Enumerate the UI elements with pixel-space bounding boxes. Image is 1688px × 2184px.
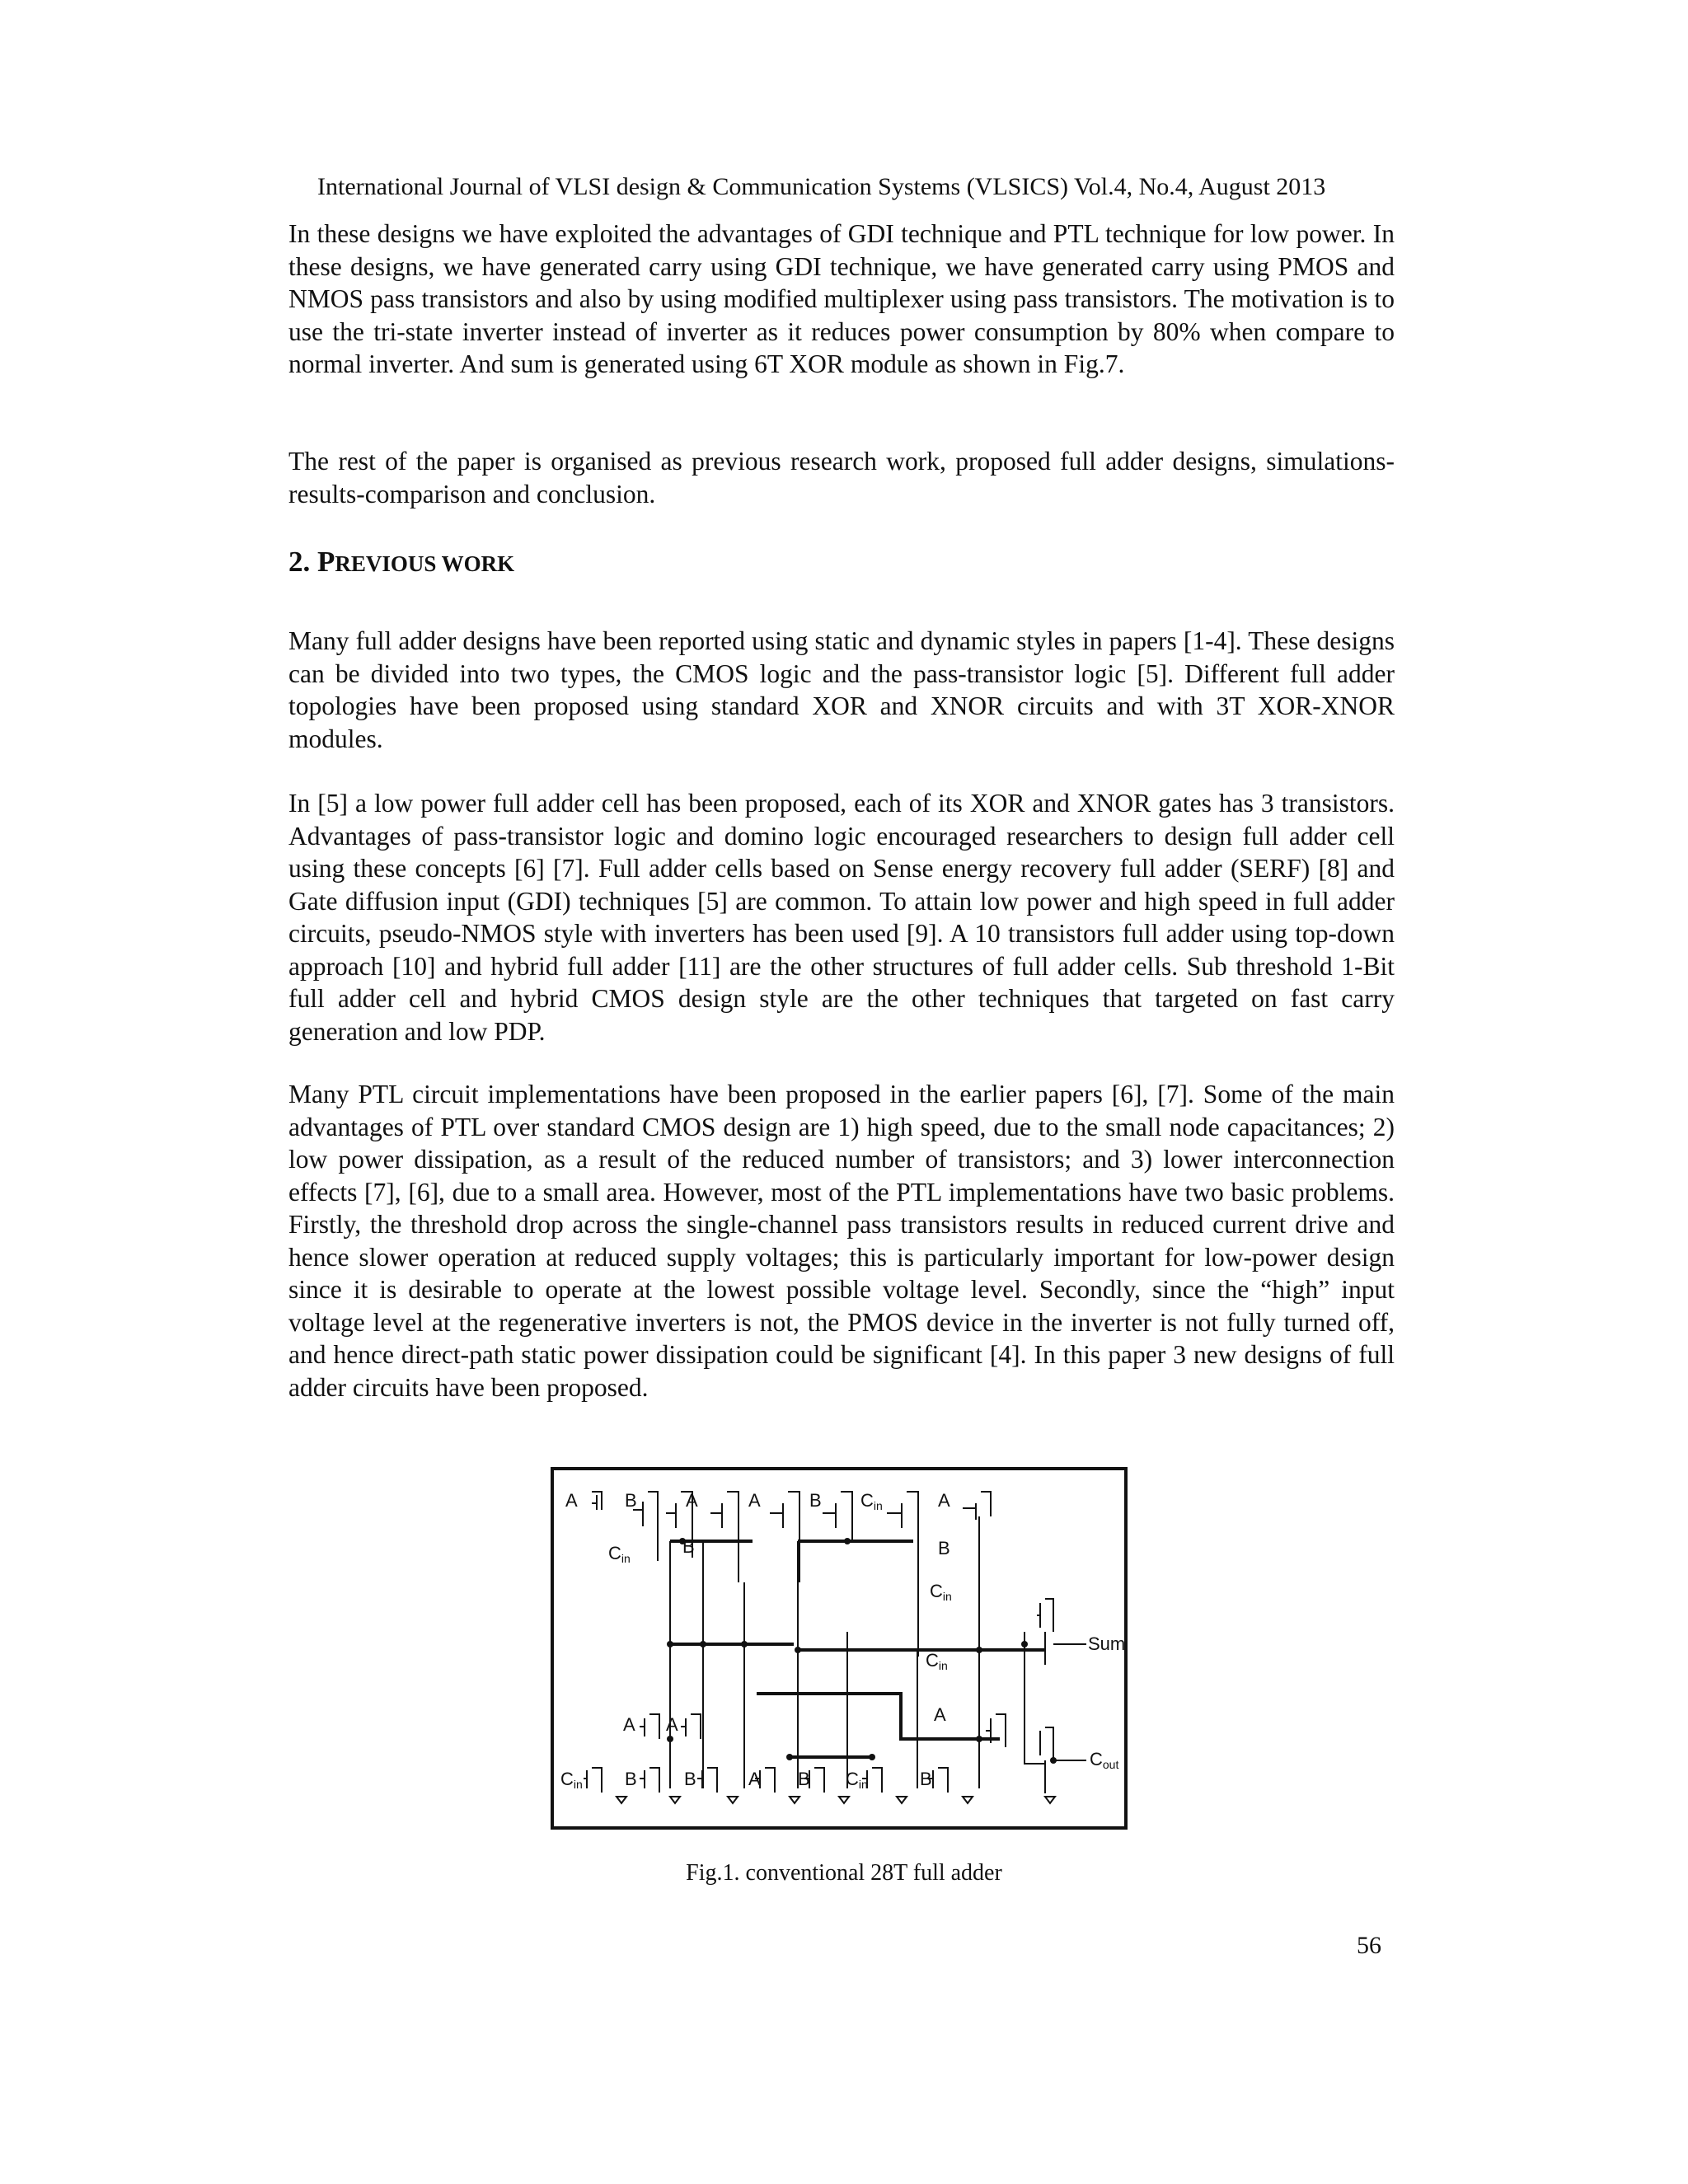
label-b-8: B (920, 1769, 932, 1789)
label-b-4: B (938, 1538, 950, 1558)
section-first-letter: P (317, 546, 335, 578)
label-cin-1: Cin (860, 1490, 883, 1512)
label-a-5: A (934, 1704, 946, 1725)
label-a-6: A (623, 1714, 635, 1735)
label-a-2: A (686, 1490, 698, 1511)
label-b-2: B (809, 1490, 822, 1511)
circuit-wires (584, 1492, 1086, 1803)
circuit-schematic (551, 1467, 1128, 1830)
section-heading (288, 546, 514, 579)
label-a-1: A (565, 1490, 578, 1511)
label-b-6: B (684, 1769, 696, 1789)
label-sum: Sum (1088, 1633, 1126, 1654)
label-b-3: B (682, 1536, 695, 1557)
label-cin-5: Cin (560, 1769, 583, 1791)
figure-caption: Fig.1. conventional 28T full adder (686, 1860, 1002, 1886)
paragraph-previous-work-3: Many PTL circuit implementations have been proposed in the earlier papers [6], [7]. Some of the main advantages of PTL over standard CMOS design are 1) high speed, due to the small node capacitances; 2) low power dissipation, as a result of the reduced number of transistors; and 3) lower interconnection effects [7], [6], due to a small area. However, most of the PTL implementations have two basic problems. Firstly, the threshold drop across the single-channel pass transistors results in reduced current drive and hence slower operation at reduced supply voltages; this is particularly important for low-power design since it is desirable to operate at the lowest possible voltage level. Secondly, since the “high” input voltage level at the regenerative inverters is not, the PMOS device in the inverter is not fully turned off, and hence direct-path static power dissipation could be significant [4]. In this paper 3 new designs of full adder circuits have been proposed. (288, 1080, 1395, 1402)
section-title-rest: REVIOUS WORK (335, 551, 515, 576)
label-b-1: B (625, 1490, 637, 1511)
label-a-3: A (748, 1490, 761, 1511)
figure-28t-full-adder (551, 1467, 1128, 1830)
section-number: 2. (288, 546, 317, 578)
paragraph-previous-work-2: In [5] a low power full adder cell has been proposed, each of its XOR and XNOR gates has 3 transistors. Advantages of pass-transistor logic and domino logic encouraged researchers to design full adder cell using these concepts [6] [7]. Full adder cells based on Sense energy recovery full adder (SERF) [8] and Gate diffusion input (GDI) techniques [5] are common. To attain low power and high speed in full adder circuits, pseudo-NMOS style with inverters has been used [9]. A 10 transistors full adder using top-down approach [10] and hybrid full adder [11] are the other structures of full adder cells. Sub threshold 1-Bit full adder cell and hybrid CMOS design style are the other techniques that targeted on fast carry generation and low PDP. (288, 789, 1395, 1046)
label-b-5: B (625, 1769, 637, 1789)
paragraph-outline: The rest of the paper is organised as previous research work, proposed full adder designs, simulations-results-comparison and conclusion. (288, 447, 1395, 509)
label-a-7: A (666, 1714, 678, 1735)
paragraph-previous-work-1: Many full adder designs have been reported using static and dynamic styles in papers [1-4]. These designs can be divided into two types, the CMOS logic and the pass-transistor logic [5]. Different full adder topologies have been proposed using standard XOR and XNOR circuits and with 3T XOR-XNOR modules. (288, 626, 1395, 753)
label-a-4: A (938, 1490, 950, 1511)
label-cout: Cout (1090, 1749, 1119, 1771)
label-a-8: A (748, 1769, 761, 1789)
paragraph-intro: In these designs we have exploited the advantages of GDI technique and PTL technique for low power. In these designs, we have generated carry using GDI technique, we have generated carry using PMOS and NMOS pass transistors and also by using modified multiplexer using pass transistors. The motivation is to use the tri-state inverter instead of inverter as it reduces power consumption by 80% when compare to normal inverter. And sum is generated using 6T XOR module as shown in Fig.7. (288, 219, 1395, 378)
label-cin-2: Cin (608, 1543, 631, 1565)
label-cin-4: Cin (926, 1650, 948, 1672)
label-cin-6: Cin (846, 1769, 868, 1791)
running-header: International Journal of VLSI design & Communication Systems (VLSICS) Vol.4, No.4, August 2013 (317, 173, 1326, 200)
label-cin-3: Cin (930, 1581, 952, 1603)
page-number: 56 (1357, 1932, 1381, 1959)
label-b-7: B (798, 1769, 810, 1789)
